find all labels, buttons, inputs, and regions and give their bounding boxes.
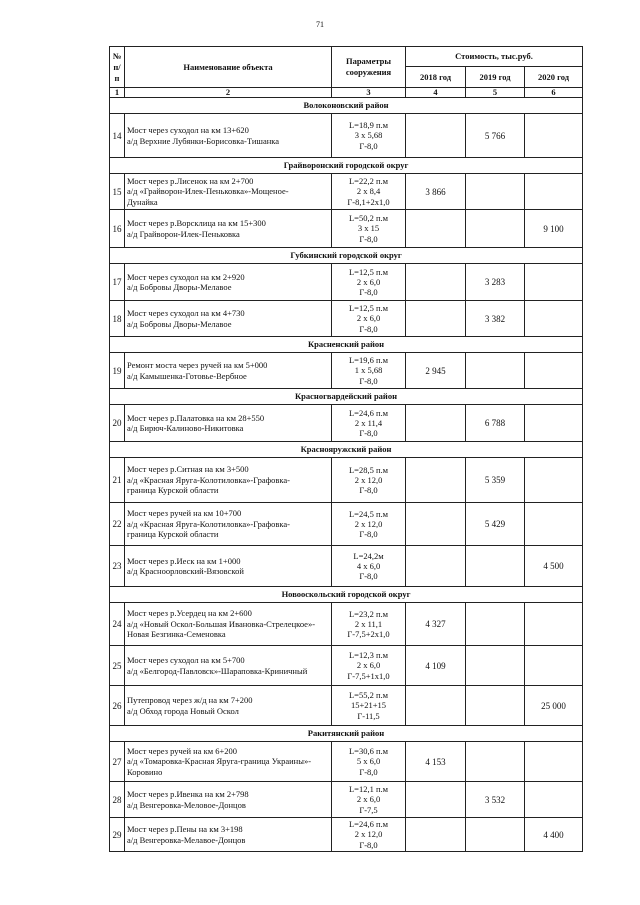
object-name <box>125 818 332 852</box>
params-line: L=28,5 п.м <box>348 464 389 475</box>
cost-2019 <box>466 174 525 210</box>
table-row <box>110 264 583 301</box>
cost-2020 <box>525 405 583 442</box>
object-name <box>125 742 332 782</box>
object-name-line: Путепровод через ж/д на км 7+200 <box>127 695 253 706</box>
cost-2020 <box>525 782 583 818</box>
params-line: 2 x 6,0 <box>356 660 381 671</box>
object-name-line: Мост через р.Усердец на км 2+600 <box>127 608 252 619</box>
cost-2020 <box>525 742 583 782</box>
object-name-line: а/д Бобровы Дворы-Мелавое <box>127 282 232 292</box>
region-title: Губкинский городской округ <box>110 248 583 264</box>
cost-2020 <box>525 458 583 503</box>
col-number-6: 6 <box>525 88 583 98</box>
cost-2018 <box>406 686 466 726</box>
object-name-line: а/д Камышенка-Готовье-Вербное <box>127 370 247 381</box>
object-name-line: Коровино <box>127 766 163 777</box>
row-number: 16 <box>110 210 125 248</box>
cost-2018: 2 945 <box>406 353 466 389</box>
params-line: 2 x 8,4 <box>356 186 381 197</box>
object-name-line: Мост через суходол на км 13+620 <box>127 125 249 136</box>
cost-2018 <box>406 546 466 587</box>
structure-params <box>332 405 406 442</box>
structure-params <box>332 174 406 210</box>
table-body <box>110 47 583 852</box>
params-line: L=23,2 п.м <box>348 608 389 619</box>
object-name-line: Дунайка <box>127 196 158 207</box>
cost-2019 <box>466 686 525 726</box>
row-number: 28 <box>110 782 125 818</box>
cost-2020 <box>525 264 583 301</box>
region-row <box>110 726 583 742</box>
structure-params <box>332 546 406 587</box>
structure-params <box>332 301 406 337</box>
header-num-label: № <box>112 50 122 61</box>
region-row <box>110 587 583 603</box>
row-number: 15 <box>110 174 125 210</box>
object-name-line: а/д «Красная Яруга-Колотиловка»-Графовка- <box>127 518 290 529</box>
table-row <box>110 174 583 210</box>
cost-2020 <box>525 174 583 210</box>
object-name-line: а/д «Новый Оскол-Большая Ивановка-Стрелецкое»- <box>127 618 316 629</box>
params-line: Г-8,0 <box>359 839 378 850</box>
structure-params <box>332 742 406 782</box>
object-name <box>125 353 332 389</box>
col-number-5: 5 <box>466 88 525 98</box>
object-name-line: а/д Красноорловский-Вязовской <box>127 566 244 576</box>
object-name <box>125 782 332 818</box>
table-row <box>110 646 583 686</box>
params-line: Г-8,0 <box>359 766 378 777</box>
cost-2018: 4 153 <box>406 742 466 782</box>
params-line: 2 x 6,0 <box>356 276 381 287</box>
region-row <box>110 248 583 264</box>
column-number-row <box>110 88 583 98</box>
params-line: 2 x 12,0 <box>354 829 383 840</box>
header-name: Наименование объекта <box>125 47 332 88</box>
cost-2018 <box>406 210 466 248</box>
cost-2019 <box>466 210 525 248</box>
params-line: L=12,5 п.м <box>348 266 389 277</box>
params-line: Г-8,0 <box>359 287 378 298</box>
structure-params <box>332 114 406 158</box>
cost-2019 <box>466 546 525 587</box>
row-number: 24 <box>110 603 125 646</box>
params-line: Г-8,0 <box>359 140 378 151</box>
params-line: L=50,2 п.м <box>348 213 389 224</box>
cost-2020 <box>525 646 583 686</box>
object-name-line: граница Курской области <box>127 529 219 540</box>
object-name <box>125 405 332 442</box>
structure-params <box>332 686 406 726</box>
row-number: 26 <box>110 686 125 726</box>
table-row <box>110 742 583 782</box>
header-num <box>110 47 125 88</box>
row-number: 18 <box>110 301 125 337</box>
params-line: Г-8,0 <box>359 323 378 334</box>
object-name-line: Мост через р.Ивенка на км 2+798 <box>127 789 249 800</box>
cost-2018 <box>406 503 466 546</box>
object-name <box>125 646 332 686</box>
header-params-line1: Параметры <box>345 56 392 66</box>
object-name-line: Новая Безгинка-Семеновка <box>127 629 226 640</box>
params-line: L=24,6 п.м <box>348 407 389 418</box>
structure-params <box>332 603 406 646</box>
params-line: 4 x 6,0 <box>356 560 381 571</box>
row-number: 25 <box>110 646 125 686</box>
object-name <box>125 546 332 587</box>
structure-params <box>332 503 406 546</box>
header-year-2020: 2020 год <box>525 67 583 88</box>
object-name <box>125 114 332 158</box>
cost-2019 <box>466 742 525 782</box>
object-name <box>125 174 332 210</box>
object-name-line: Мост через суходол на км 2+920 <box>127 271 245 282</box>
params-line: 2 x 11,1 <box>354 618 383 629</box>
object-name-line: а/д Бирюч-Калиново-Никитовка <box>127 423 244 433</box>
object-name <box>125 503 332 546</box>
table-row <box>110 603 583 646</box>
params-line: L=12,3 п.м <box>348 650 389 661</box>
params-line: L=24,5 п.м <box>348 508 389 519</box>
object-name-line: Мост через р.Лисенок на км 2+700 <box>127 175 254 186</box>
object-name-line: а/д Венгеровка-Мелавое-Донцов <box>127 834 246 845</box>
header-year-2019: 2019 год <box>466 67 525 88</box>
table-row <box>110 405 583 442</box>
cost-2019: 5 429 <box>466 503 525 546</box>
object-name <box>125 603 332 646</box>
params-line: Г-8,0 <box>359 233 378 244</box>
params-line: 1 x 5,68 <box>354 365 383 376</box>
col-number-3: 3 <box>332 88 406 98</box>
object-name-line: Мост через р.Ситная на км 3+500 <box>127 464 249 475</box>
table-row <box>110 458 583 503</box>
structure-params <box>332 458 406 503</box>
cost-2019: 5 359 <box>466 458 525 503</box>
cost-2019 <box>466 646 525 686</box>
table-row <box>110 546 583 587</box>
structure-params <box>332 264 406 301</box>
region-row <box>110 158 583 174</box>
region-row <box>110 98 583 114</box>
row-number: 19 <box>110 353 125 389</box>
params-line: L=12,1 п.м <box>348 784 389 795</box>
params-line: Г-8,0 <box>359 375 378 386</box>
col-number-4: 4 <box>406 88 466 98</box>
params-line: Г-7,5+2x1,0 <box>347 629 390 640</box>
cost-2020: 4 400 <box>525 818 583 852</box>
cost-2018: 3 866 <box>406 174 466 210</box>
cost-2019: 6 788 <box>466 405 525 442</box>
object-name-line: Мост через ручей на км 6+200 <box>127 745 238 756</box>
params-line: 2 x 6,0 <box>356 313 381 324</box>
object-name-line: а/д Бобровы Дворы-Мелавое <box>127 318 232 329</box>
params-line: L=19,6 п.м <box>348 355 389 366</box>
header-params-line2: сооружения <box>345 67 392 77</box>
structure-params <box>332 782 406 818</box>
header-row-1 <box>110 47 583 67</box>
cost-2018 <box>406 264 466 301</box>
row-number: 29 <box>110 818 125 852</box>
row-number: 27 <box>110 742 125 782</box>
object-name <box>125 458 332 503</box>
object-name-line: а/д «Красная Яруга-Колотиловка»-Графовка- <box>127 474 290 485</box>
row-number: 14 <box>110 114 125 158</box>
structure-params <box>332 646 406 686</box>
row-number: 20 <box>110 405 125 442</box>
cost-2020: 4 500 <box>525 546 583 587</box>
params-line: Г-11,5 <box>357 710 380 721</box>
object-name <box>125 301 332 337</box>
table-row <box>110 818 583 852</box>
object-name-line: граница Курской области <box>127 485 219 496</box>
cost-2018 <box>406 405 466 442</box>
cost-2020 <box>525 603 583 646</box>
row-number: 22 <box>110 503 125 546</box>
params-line: 5 x 6,0 <box>356 756 381 767</box>
object-name-line: а/д Верхние Лубянки-Борисовка-Тишанка <box>127 135 280 146</box>
cost-2018: 4 109 <box>406 646 466 686</box>
object-name-line: а/д «Грайворон-Илек-Пеньковка»-Мощеное- <box>127 186 289 197</box>
params-line: 3 x 15 <box>357 223 380 234</box>
structure-params <box>332 353 406 389</box>
col-number-1: 1 <box>110 88 125 98</box>
region-title: Волоконовский район <box>110 98 583 114</box>
object-name-line: а/д Обход города Новый Оскол <box>127 705 239 716</box>
table-row <box>110 301 583 337</box>
object-name-line: Мост через р.Пены на км 3+198 <box>127 824 243 835</box>
params-line: L=24,2м <box>353 550 384 561</box>
object-name-line: Ремонт моста через ручей на км 5+000 <box>127 360 268 371</box>
object-name-line: а/д «Томаровка-Красная Яруга-граница Украины»- <box>127 756 312 767</box>
cost-2019: 5 766 <box>466 114 525 158</box>
params-line: Г-8,0 <box>359 529 378 540</box>
table-row <box>110 114 583 158</box>
object-name-line: Мост через р.Иеск на км 1+000 <box>127 555 241 566</box>
params-line: L=55,2 п.м <box>348 690 389 701</box>
params-line: 15+21+15 <box>350 700 387 711</box>
object-name-line: а/д «Белгород-Павловск»-Шараповка-Криничный <box>127 665 308 676</box>
header-cost: Стоимость, тыс.руб. <box>406 47 583 67</box>
params-line: Г-8,0 <box>359 428 378 439</box>
bridge-costs-table <box>109 46 583 852</box>
object-name <box>125 210 332 248</box>
object-name-line: а/д Венгеровка-Меловое-Донцов <box>127 799 246 810</box>
params-line: Г-7,5 <box>359 804 378 815</box>
params-line: Г-7,5+1x1,0 <box>347 670 390 681</box>
object-name-line: Мост через суходол на км 5+700 <box>127 655 245 666</box>
params-line: 2 x 12,0 <box>354 518 383 529</box>
params-line: 2 x 6,0 <box>356 794 381 805</box>
params-line: Г-8,0 <box>359 571 378 582</box>
params-line: 2 x 11,4 <box>354 417 383 428</box>
structure-params <box>332 210 406 248</box>
col-number-2: 2 <box>125 88 332 98</box>
object-name <box>125 264 332 301</box>
header-params <box>332 47 406 88</box>
row-number: 23 <box>110 546 125 587</box>
object-name-line: Мост через р.Палатовка на км 28+550 <box>127 412 265 423</box>
params-line: L=12,5 п.м <box>348 303 389 314</box>
cost-2020 <box>525 353 583 389</box>
object-name-line: Мост через ручей на км 10+700 <box>127 508 242 519</box>
cost-2019 <box>466 603 525 646</box>
params-line: L=30,6 п.м <box>348 746 389 757</box>
cost-2019 <box>466 353 525 389</box>
region-row <box>110 442 583 458</box>
cost-2018: 4 327 <box>406 603 466 646</box>
object-name-line: а/д Грайворон-Илек-Пеньковка <box>127 228 240 239</box>
cost-2019: 3 532 <box>466 782 525 818</box>
object-name-line: Мост через суходол на км 4+730 <box>127 308 245 319</box>
params-line: L=22,2 п.м <box>348 176 389 187</box>
params-line: 3 x 5,68 <box>354 130 383 141</box>
object-name <box>125 686 332 726</box>
region-row <box>110 337 583 353</box>
cost-2018 <box>406 458 466 503</box>
table-row <box>110 210 583 248</box>
region-row <box>110 389 583 405</box>
region-title: Новооскольский городской округ <box>110 587 583 603</box>
cost-2020 <box>525 503 583 546</box>
cost-2018 <box>406 301 466 337</box>
page-number: 71 <box>316 20 324 29</box>
row-number: 17 <box>110 264 125 301</box>
row-number: 21 <box>110 458 125 503</box>
region-title: Краснояружский район <box>110 442 583 458</box>
table-row <box>110 686 583 726</box>
cost-2020 <box>525 301 583 337</box>
cost-2019: 3 283 <box>466 264 525 301</box>
cost-2018 <box>406 818 466 852</box>
params-line: Г-8,0 <box>359 485 378 496</box>
structure-params <box>332 818 406 852</box>
params-line: L=24,6 п.м <box>348 819 389 830</box>
params-line: 2 x 12,0 <box>354 474 383 485</box>
region-title: Ракитянский район <box>110 726 583 742</box>
cost-2019 <box>466 818 525 852</box>
region-title: Грайворонский городской округ <box>110 158 583 174</box>
object-name-line: Мост через р.Ворсклица на км 15+300 <box>127 218 266 229</box>
region-title: Красненский район <box>110 337 583 353</box>
header-year-2018: 2018 год <box>406 67 466 88</box>
header-num-sub: п/п <box>113 61 121 83</box>
cost-2019: 3 382 <box>466 301 525 337</box>
region-title: Красногвардейский район <box>110 389 583 405</box>
table-row <box>110 353 583 389</box>
cost-2020: 9 100 <box>525 210 583 248</box>
cost-2018 <box>406 782 466 818</box>
params-line: Г-8,1+2x1,0 <box>347 196 390 207</box>
cost-2018 <box>406 114 466 158</box>
params-line: L=18,9 п.м <box>348 120 389 131</box>
table-row <box>110 782 583 818</box>
table-row <box>110 503 583 546</box>
cost-2020: 25 000 <box>525 686 583 726</box>
cost-2020 <box>525 114 583 158</box>
